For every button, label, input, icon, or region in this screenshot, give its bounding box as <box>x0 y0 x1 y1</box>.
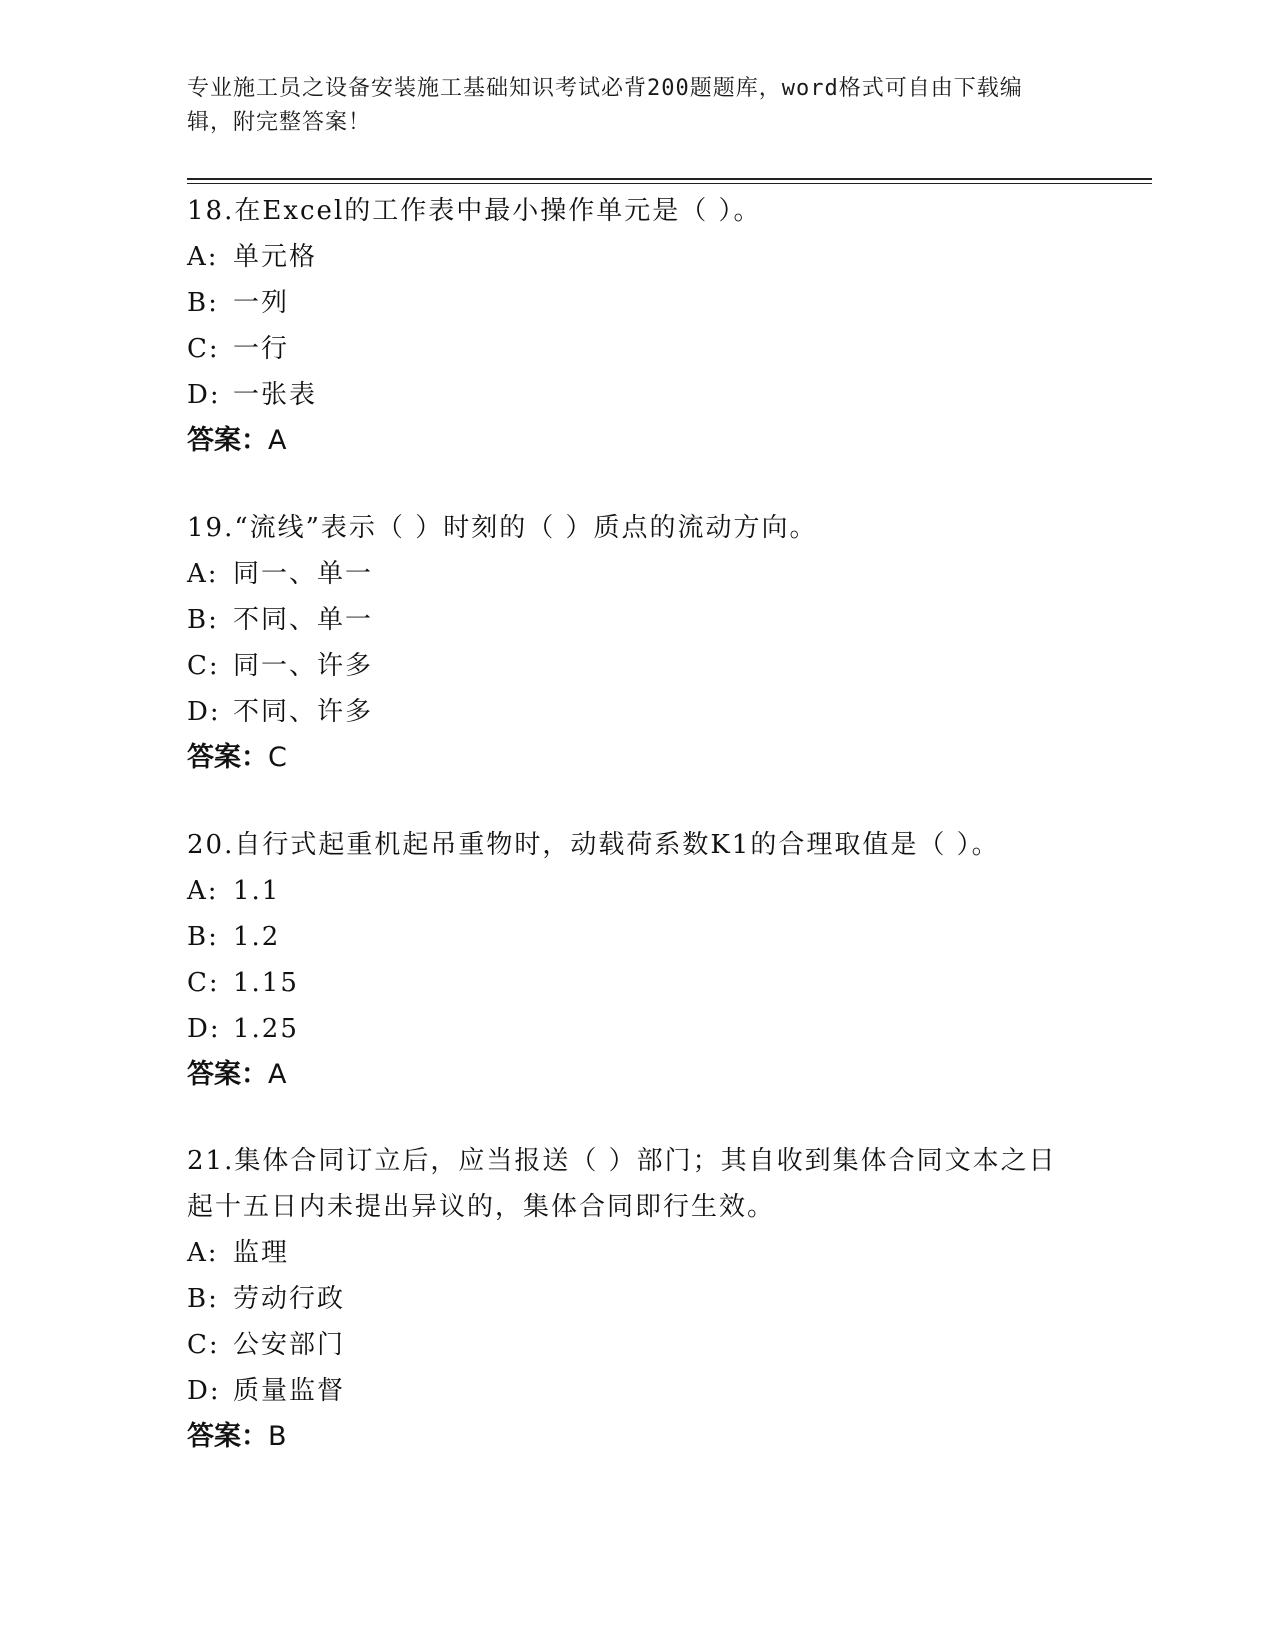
option-text: 同一、单一 <box>233 559 374 589</box>
answer-line <box>187 1414 1057 1460</box>
answer-label: 答案： <box>187 1421 268 1452</box>
option-letter: B: <box>187 1284 219 1314</box>
question-stem: 18.在Excel的工作表中最小操作单元是（ ）。 <box>187 196 762 226</box>
option-b <box>187 597 1087 643</box>
option-letter: A: <box>187 559 219 589</box>
option-text: 监理 <box>233 1238 290 1268</box>
option-a <box>187 868 1087 914</box>
answer-value: A <box>268 1059 287 1090</box>
option-d <box>187 372 1087 418</box>
question-20 <box>187 822 1087 1098</box>
option-d <box>187 689 1087 735</box>
option-c <box>187 326 1087 372</box>
option-text: 同一、许多 <box>233 651 374 681</box>
option-text: 单元格 <box>233 242 318 272</box>
question-stem: 21.集体合同订立后，应当报送（ ）部门；其自收到集体合同文本之日起十五日内未提出异议的，集体合同即行生效。 <box>187 1146 1057 1222</box>
option-letter: D: <box>187 697 221 727</box>
question-19 <box>187 505 1087 781</box>
option-b <box>187 1276 1057 1322</box>
answer-value: A <box>268 425 287 456</box>
answer-line <box>187 418 1087 464</box>
option-text: 公安部门 <box>233 1330 346 1360</box>
option-a <box>187 1230 1057 1276</box>
option-letter: A: <box>187 1238 219 1268</box>
option-text: 不同、单一 <box>233 605 374 635</box>
option-letter: C: <box>187 651 220 681</box>
option-letter: C: <box>187 968 220 998</box>
option-text: 一列 <box>233 288 290 318</box>
option-letter: D: <box>187 1014 221 1044</box>
option-letter: D: <box>187 1376 221 1406</box>
option-letter: D: <box>187 380 221 410</box>
answer-label: 答案： <box>187 425 268 456</box>
option-text: 1.2 <box>233 922 281 952</box>
option-letter: C: <box>187 334 220 364</box>
option-text: 1.15 <box>233 968 299 998</box>
answer-label: 答案： <box>187 742 268 773</box>
answer-value: C <box>268 742 287 773</box>
option-c <box>187 960 1087 1006</box>
answer-value: B <box>268 1421 287 1452</box>
option-letter: C: <box>187 1330 220 1360</box>
option-d <box>187 1006 1087 1052</box>
option-text: 不同、许多 <box>233 697 374 727</box>
document-header: 专业施工员之设备安装施工基础知识考试必背200题题库，word格式可自由下载编辑，附完整答案！ <box>187 76 1023 135</box>
option-text: 一行 <box>233 334 290 364</box>
option-text: 劳动行政 <box>233 1284 346 1314</box>
header-divider-secondary <box>187 183 1152 184</box>
option-b <box>187 280 1087 326</box>
option-a <box>187 234 1087 280</box>
question-stem: 20.自行式起重机起吊重物时，动载荷系数K1的合理取值是（ ）。 <box>187 830 1000 860</box>
option-c <box>187 643 1087 689</box>
question-21 <box>187 1138 1057 1460</box>
answer-label: 答案： <box>187 1059 268 1090</box>
option-c <box>187 1322 1057 1368</box>
option-d <box>187 1368 1057 1414</box>
question-stem: 19.“流线”表示（ ）时刻的（ ）质点的流动方向。 <box>187 513 818 543</box>
option-text: 质量监督 <box>233 1376 346 1406</box>
option-a <box>187 551 1087 597</box>
option-letter: A: <box>187 876 219 906</box>
question-18 <box>187 188 1087 464</box>
option-letter: B: <box>187 288 219 318</box>
header-divider <box>187 178 1152 180</box>
answer-line <box>187 1052 1087 1098</box>
option-letter: B: <box>187 922 219 952</box>
option-letter: A: <box>187 242 219 272</box>
option-text: 1.25 <box>233 1014 299 1044</box>
answer-line <box>187 735 1087 781</box>
option-text: 一张表 <box>233 380 318 410</box>
option-text: 1.1 <box>233 876 281 906</box>
option-letter: B: <box>187 605 219 635</box>
option-b <box>187 914 1087 960</box>
